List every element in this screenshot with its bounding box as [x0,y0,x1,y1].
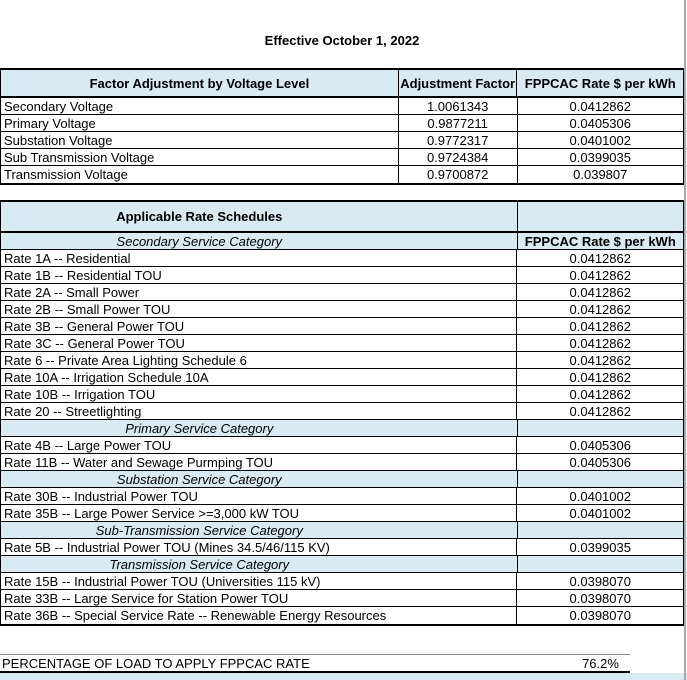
rate-schedule-label: Rate 30B -- Industrial Power TOU [4,488,198,504]
rate-schedule-label: Rate 36B -- Special Service Rate -- Renewable Energy Resources [4,608,387,623]
rate-schedule-value: 0.0412862 [516,284,683,300]
rate-schedule-row [1,607,683,624]
voltage-table-body [1,98,683,183]
service-category-label: Transmission Service Category [109,556,290,572]
category-row-spacer [517,556,683,572]
service-category-label: Secondary Service Category [116,233,283,249]
fppcac-rate-value: 0.039807 [517,166,684,183]
voltage-level-label: Transmission Voltage [4,167,128,182]
service-category-label: Substation Service Category [116,471,282,487]
fppcac-rate-header: FPPCAC Rate $ per kWh [516,70,683,96]
rate-schedule-value: 0.0412862 [516,318,683,334]
category-row-spacer [517,420,683,436]
rate-schedule-value: 0.0412862 [516,386,683,402]
load-percentage-value: 76.2% [582,656,619,671]
rate-schedule-row [1,505,683,522]
rate-schedule-row [1,437,683,454]
schedules-table-body [1,233,683,624]
rate-schedule-label: Rate 5B -- Industrial Power TOU (Mines 34.5/46/115 KV) [4,539,330,555]
rate-schedule-value: 0.0405306 [516,437,683,453]
category-row-spacer [517,471,683,487]
voltage-level-label: Primary Voltage [4,115,96,131]
schedules-table-title-row [1,202,683,233]
rate-schedule-label: Rate 3C -- General Power TOU [4,335,185,351]
rate-schedule-value: 0.0412862 [516,301,683,317]
rate-schedule-label: Rate 2B -- Small Power TOU [4,301,171,317]
rate-schedule-label: Rate 1A -- Residential [4,250,131,266]
rate-schedule-row [1,250,683,267]
service-category-row [1,556,683,573]
rate-schedule-row [1,301,683,318]
rate-schedule-row [1,403,683,420]
rate-schedule-label: Rate 10A -- Irrigation Schedule 10A [4,369,209,385]
voltage-table-row [1,166,683,183]
voltage-adjustment-table [0,68,684,185]
voltage-level-label: Sub Transmission Voltage [4,149,155,165]
service-category-row [1,522,683,539]
rate-schedule-label: Rate 10B -- Irrigation TOU [4,386,156,402]
rate-schedule-row [1,352,683,369]
service-category-row [1,471,683,488]
rate-schedule-row [1,284,683,301]
rate-schedule-row [1,267,683,284]
rate-schedule-value: 0.0412862 [516,267,683,283]
voltage-table-row [1,98,683,115]
rate-schedule-value: 0.0398070 [516,573,683,589]
voltage-table-title: Factor Adjustment by Voltage Level [89,75,310,91]
adjustment-factor-header: Adjustment Factor [398,70,517,96]
adjustment-factor-value: 0.9877211 [398,115,517,131]
rate-schedule-value: 0.0412862 [516,403,683,419]
rate-schedule-value: 0.0412862 [516,352,683,368]
rate-column-header: FPPCAC Rate $ per kWh [517,233,683,249]
rate-schedule-value: 0.0401002 [516,488,683,504]
rate-schedule-row [1,590,683,607]
voltage-level-label: Secondary Voltage [4,98,114,114]
rate-schedule-label: Rate 3B -- General Power TOU [4,318,185,334]
fppcac-rate-value: 0.0405306 [517,115,684,131]
rate-schedule-row [1,335,683,352]
rate-schedule-label: Rate 11B -- Water and Sewage Purmping TOU [4,454,274,470]
rate-schedule-label: Rate 33B -- Large Service for Station Power TOU [4,590,289,606]
rate-schedule-value: 0.0412862 [516,250,683,266]
service-category-row [1,233,683,250]
service-category-row [1,420,683,437]
adjustment-factor-value: 1.0061343 [398,98,517,114]
rate-schedule-label: Rate 35B -- Large Power Service >=3,000 kW TOU [4,505,300,521]
rate-schedule-row [1,454,683,471]
fppcac-rate-value: 0.0399035 [517,149,684,165]
voltage-level-label: Substation Voltage [4,132,113,148]
voltage-table-row [1,115,683,132]
adjustment-factor-value: 0.9724384 [398,149,517,165]
rate-schedule-label: Rate 15B -- Industrial Power TOU (Universities 115 kV) [4,573,321,589]
voltage-table-row [1,149,683,166]
rate-schedule-label: Rate 2A -- Small Power [4,284,140,300]
rate-schedule-row [1,386,683,403]
rate-schedule-label: Rate 1B -- Residential TOU [4,267,162,283]
rate-schedules-table [0,200,684,626]
voltage-table-header-row [1,70,683,98]
effective-date-title: Effective October 1, 2022 [264,33,420,48]
schedules-title-spacer [517,202,683,231]
rate-schedule-label: Rate 6 -- Private Area Lighting Schedule 6 [4,352,247,368]
load-percentage-label: PERCENTAGE OF LOAD TO APPLY FPPCAC RATE [2,655,310,671]
rate-schedule-row [1,488,683,505]
schedules-table-title: Applicable Rate Schedules [116,209,283,224]
rate-schedule-value: 0.0412862 [516,369,683,385]
fppcac-rate-value: 0.0401002 [517,132,684,148]
rate-schedule-label: Rate 20 -- Streetlighting [4,403,142,419]
rate-schedule-row [1,539,683,556]
category-row-spacer [517,522,683,538]
rate-schedule-value: 0.0398070 [516,607,683,624]
voltage-table-row [1,132,683,149]
page-right-edge-line [684,0,686,680]
rate-schedule-value: 0.0412862 [516,335,683,351]
rate-schedule-value: 0.0405306 [516,454,683,470]
rate-schedule-value: 0.0399035 [516,539,683,555]
adjustment-factor-value: 0.9772317 [398,132,517,148]
rate-schedule-value: 0.0398070 [516,590,683,606]
service-category-label: Sub-Transmission Service Category [95,522,303,538]
rate-schedule-value: 0.0401002 [516,505,683,521]
rate-schedule-row [1,369,683,386]
service-category-label: Primary Service Category [125,420,274,436]
bottom-highlight-strip [0,673,687,680]
rate-schedule-label: Rate 4B -- Large Power TOU [4,437,172,453]
rate-schedule-row [1,318,683,335]
adjustment-factor-value: 0.9700872 [398,166,517,183]
rate-schedule-row [1,573,683,590]
fppcac-rate-value: 0.0412862 [517,98,684,114]
